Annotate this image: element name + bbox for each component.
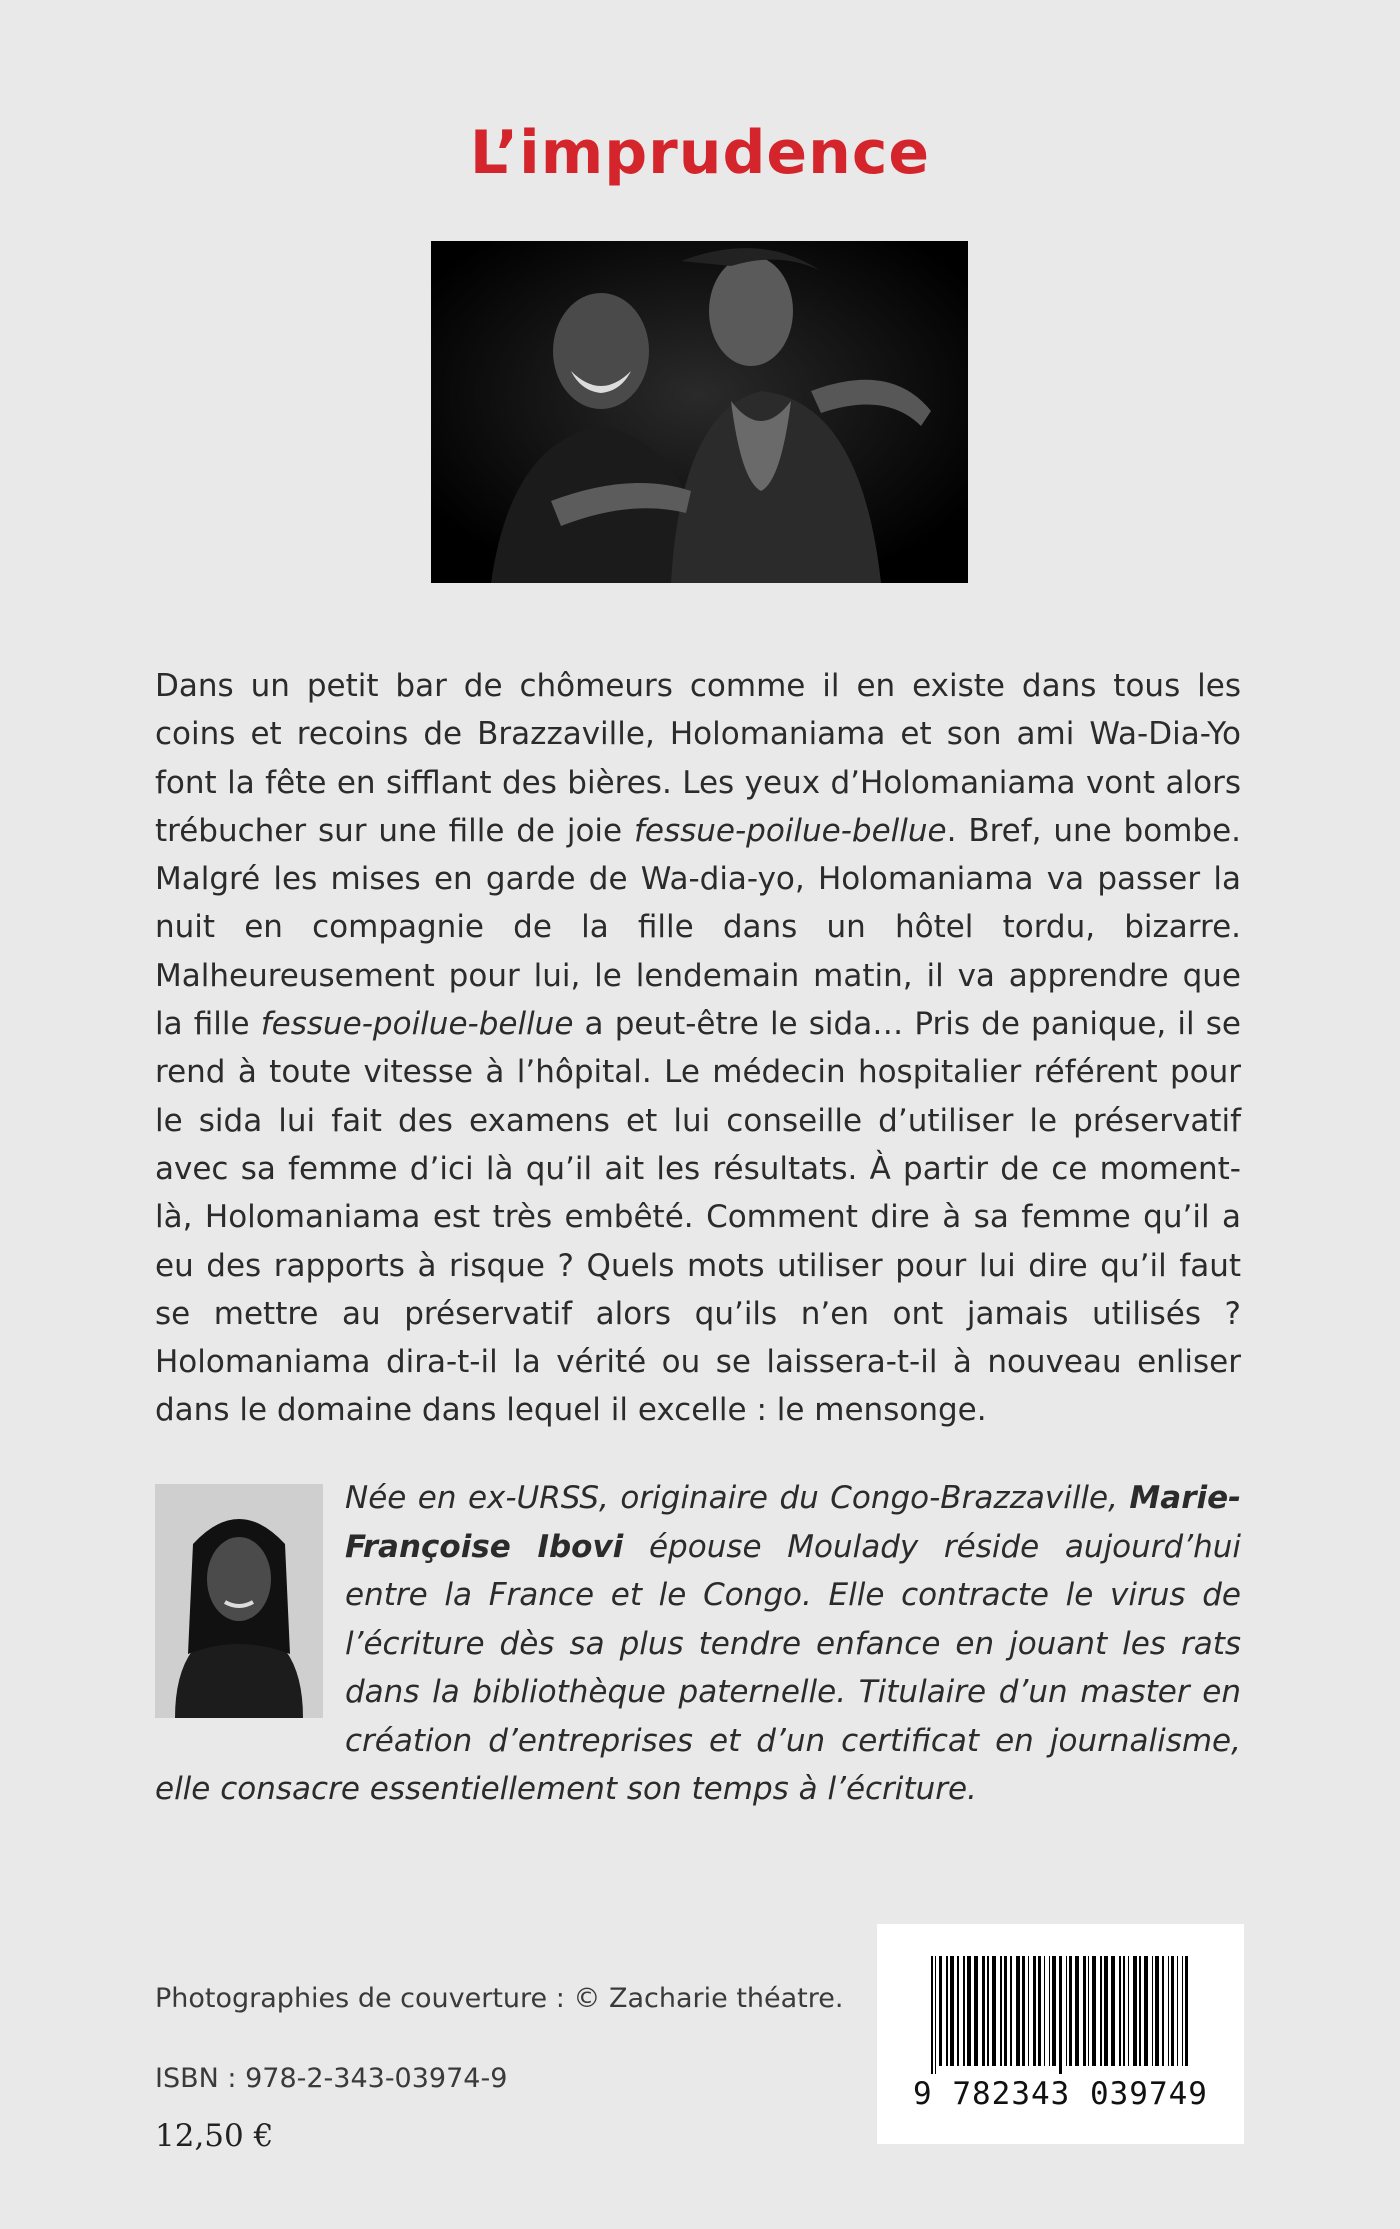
synopsis-part-1: Dans un petit bar de chômeurs comme il en existe dans tous les coins et recoins de Brazzaville, Holomaniama et son ami Wa-Dia-Yo font la fête en sifflant des bières. Les yeux d’Holomaniama vont alors trébucher sur une fille de joie	[155, 668, 1241, 849]
barcode-bar	[1010, 1956, 1012, 2066]
barcode-bar	[1092, 1956, 1096, 2066]
barcode-bar	[1168, 1956, 1169, 2066]
barcode-bar	[1083, 1956, 1086, 2066]
barcode-bar	[992, 1956, 996, 2066]
barcode-bar	[950, 1956, 954, 2066]
author-bio	[155, 1474, 1241, 1814]
barcode-bar	[935, 1956, 936, 2074]
cover-photo-image	[431, 241, 968, 583]
synopsis-part-3: a peut-être le sida… Pris de panique, il se rend à toute vitesse à l’hôpital. Le médecin hospitalier référent pour le sida lui fait des examens et lui conseille d’utiliser le préservatif avec sa femme d’ici là qu’il ait les résultats. À partir de ce moment-là, Holomaniama est très embêté. Comment dire à sa femme qu’il a eu des rapports à risque ? Quels mots utiliser pour lui dire qu’il faut se mettre au préservatif alors qu’ils n’en ont jamais utilisés ? Holomaniama dira-t-il la vérité ou se laissera-t-il à nouveau enliser dans le domaine dans lequel il excelle : le mensonge.	[155, 1006, 1241, 1429]
barcode-bar	[1088, 1956, 1089, 2066]
barcode-bar	[1185, 1956, 1188, 2066]
barcode-bar	[1144, 1956, 1148, 2066]
photo-credits: Photographies de couverture : © Zacharie théatre.	[155, 1983, 844, 2014]
barcode-bar	[1038, 1956, 1041, 2066]
barcode-bar	[1111, 1956, 1115, 2066]
barcode-bar	[1119, 1956, 1121, 2066]
barcode-bar	[1052, 1956, 1056, 2066]
barcode-digits: 9 782343 039749	[913, 2076, 1208, 2112]
barcode-bar	[1033, 1956, 1036, 2066]
barcode-bar	[1044, 1956, 1045, 2066]
barcode-bar	[1128, 1956, 1129, 2066]
barcode-bar	[1049, 1956, 1050, 2066]
barcode-bar	[931, 1956, 933, 2074]
barcode-bar	[1000, 1956, 1002, 2066]
isbn: ISBN : 978-2-343-03974-9	[155, 2063, 508, 2094]
barcode-bar	[1100, 1956, 1102, 2066]
author-photo	[155, 1484, 323, 1718]
author-name: Marie-Françoise Ibovi	[345, 1480, 1241, 1565]
barcode-bar	[939, 1956, 942, 2066]
barcode-bar	[957, 1956, 959, 2066]
barcode-bars	[929, 1956, 1195, 2076]
barcode-bar	[1139, 1956, 1141, 2066]
barcode	[877, 1924, 1244, 2144]
barcode-bar	[963, 1956, 965, 2066]
barcode-bar	[1059, 1956, 1062, 2074]
synopsis-part-2: . Bref, une bombe. Malgré les mises en garde de Wa-dia-yo, Holomaniama va passer la nuit en compagnie de la fille dans un hôtel tordu, bizarre. Malheureusement pour lui, le lendemain matin, il va apprendre que la fille	[155, 812, 1241, 1043]
barcode-bar	[987, 1956, 989, 2066]
barcode-bar	[1162, 1956, 1164, 2066]
barcode-bar	[1123, 1956, 1125, 2066]
barcode-bar	[1182, 1956, 1183, 2066]
barcode-bar	[1104, 1956, 1108, 2066]
barcode-bar	[967, 1956, 971, 2066]
synopsis-emphasis-1: fessue-poilue-bellue	[633, 812, 947, 849]
barcode-bar	[1075, 1956, 1079, 2066]
barcode-bar	[1069, 1956, 1072, 2066]
bio-intro: Née en ex-URSS, originaire du Congo-Brazzaville,	[345, 1480, 1130, 1516]
barcode-bar	[1171, 1956, 1174, 2066]
barcode-bar	[1152, 1956, 1153, 2066]
barcode-bar	[1016, 1956, 1020, 2066]
bio-rest: épouse Moulady réside aujourd’hui entre la France et le Congo. Elle contracte le virus de l’écriture dès sa plus tendre enfance en jouant les rats dans la bibliothèque paternelle. Titulaire d’un master en création d’entreprises et d’un certificat en journalisme, elle consacre essentiellement son temps à l’écriture.	[155, 1528, 1241, 1807]
barcode-bar	[982, 1956, 985, 2066]
price: 12,50 €	[155, 2118, 274, 2154]
synopsis-emphasis-2: fessue-poilue-bellue	[260, 1006, 574, 1043]
barcode-bar	[1022, 1956, 1025, 2066]
cover-photo	[431, 241, 968, 583]
barcode-bar	[1066, 1956, 1067, 2066]
barcode-bar	[1028, 1956, 1029, 2066]
barcode-bar	[946, 1956, 948, 2066]
barcode-bar	[1133, 1956, 1137, 2066]
author-photo-image	[155, 1484, 323, 1718]
synopsis	[155, 662, 1241, 1435]
barcode-bar	[1004, 1956, 1007, 2066]
barcode-bar	[974, 1956, 978, 2066]
barcode-bar	[1155, 1956, 1159, 2066]
book-title: L’imprudence	[469, 118, 931, 189]
barcode-bar	[1177, 1956, 1178, 2066]
